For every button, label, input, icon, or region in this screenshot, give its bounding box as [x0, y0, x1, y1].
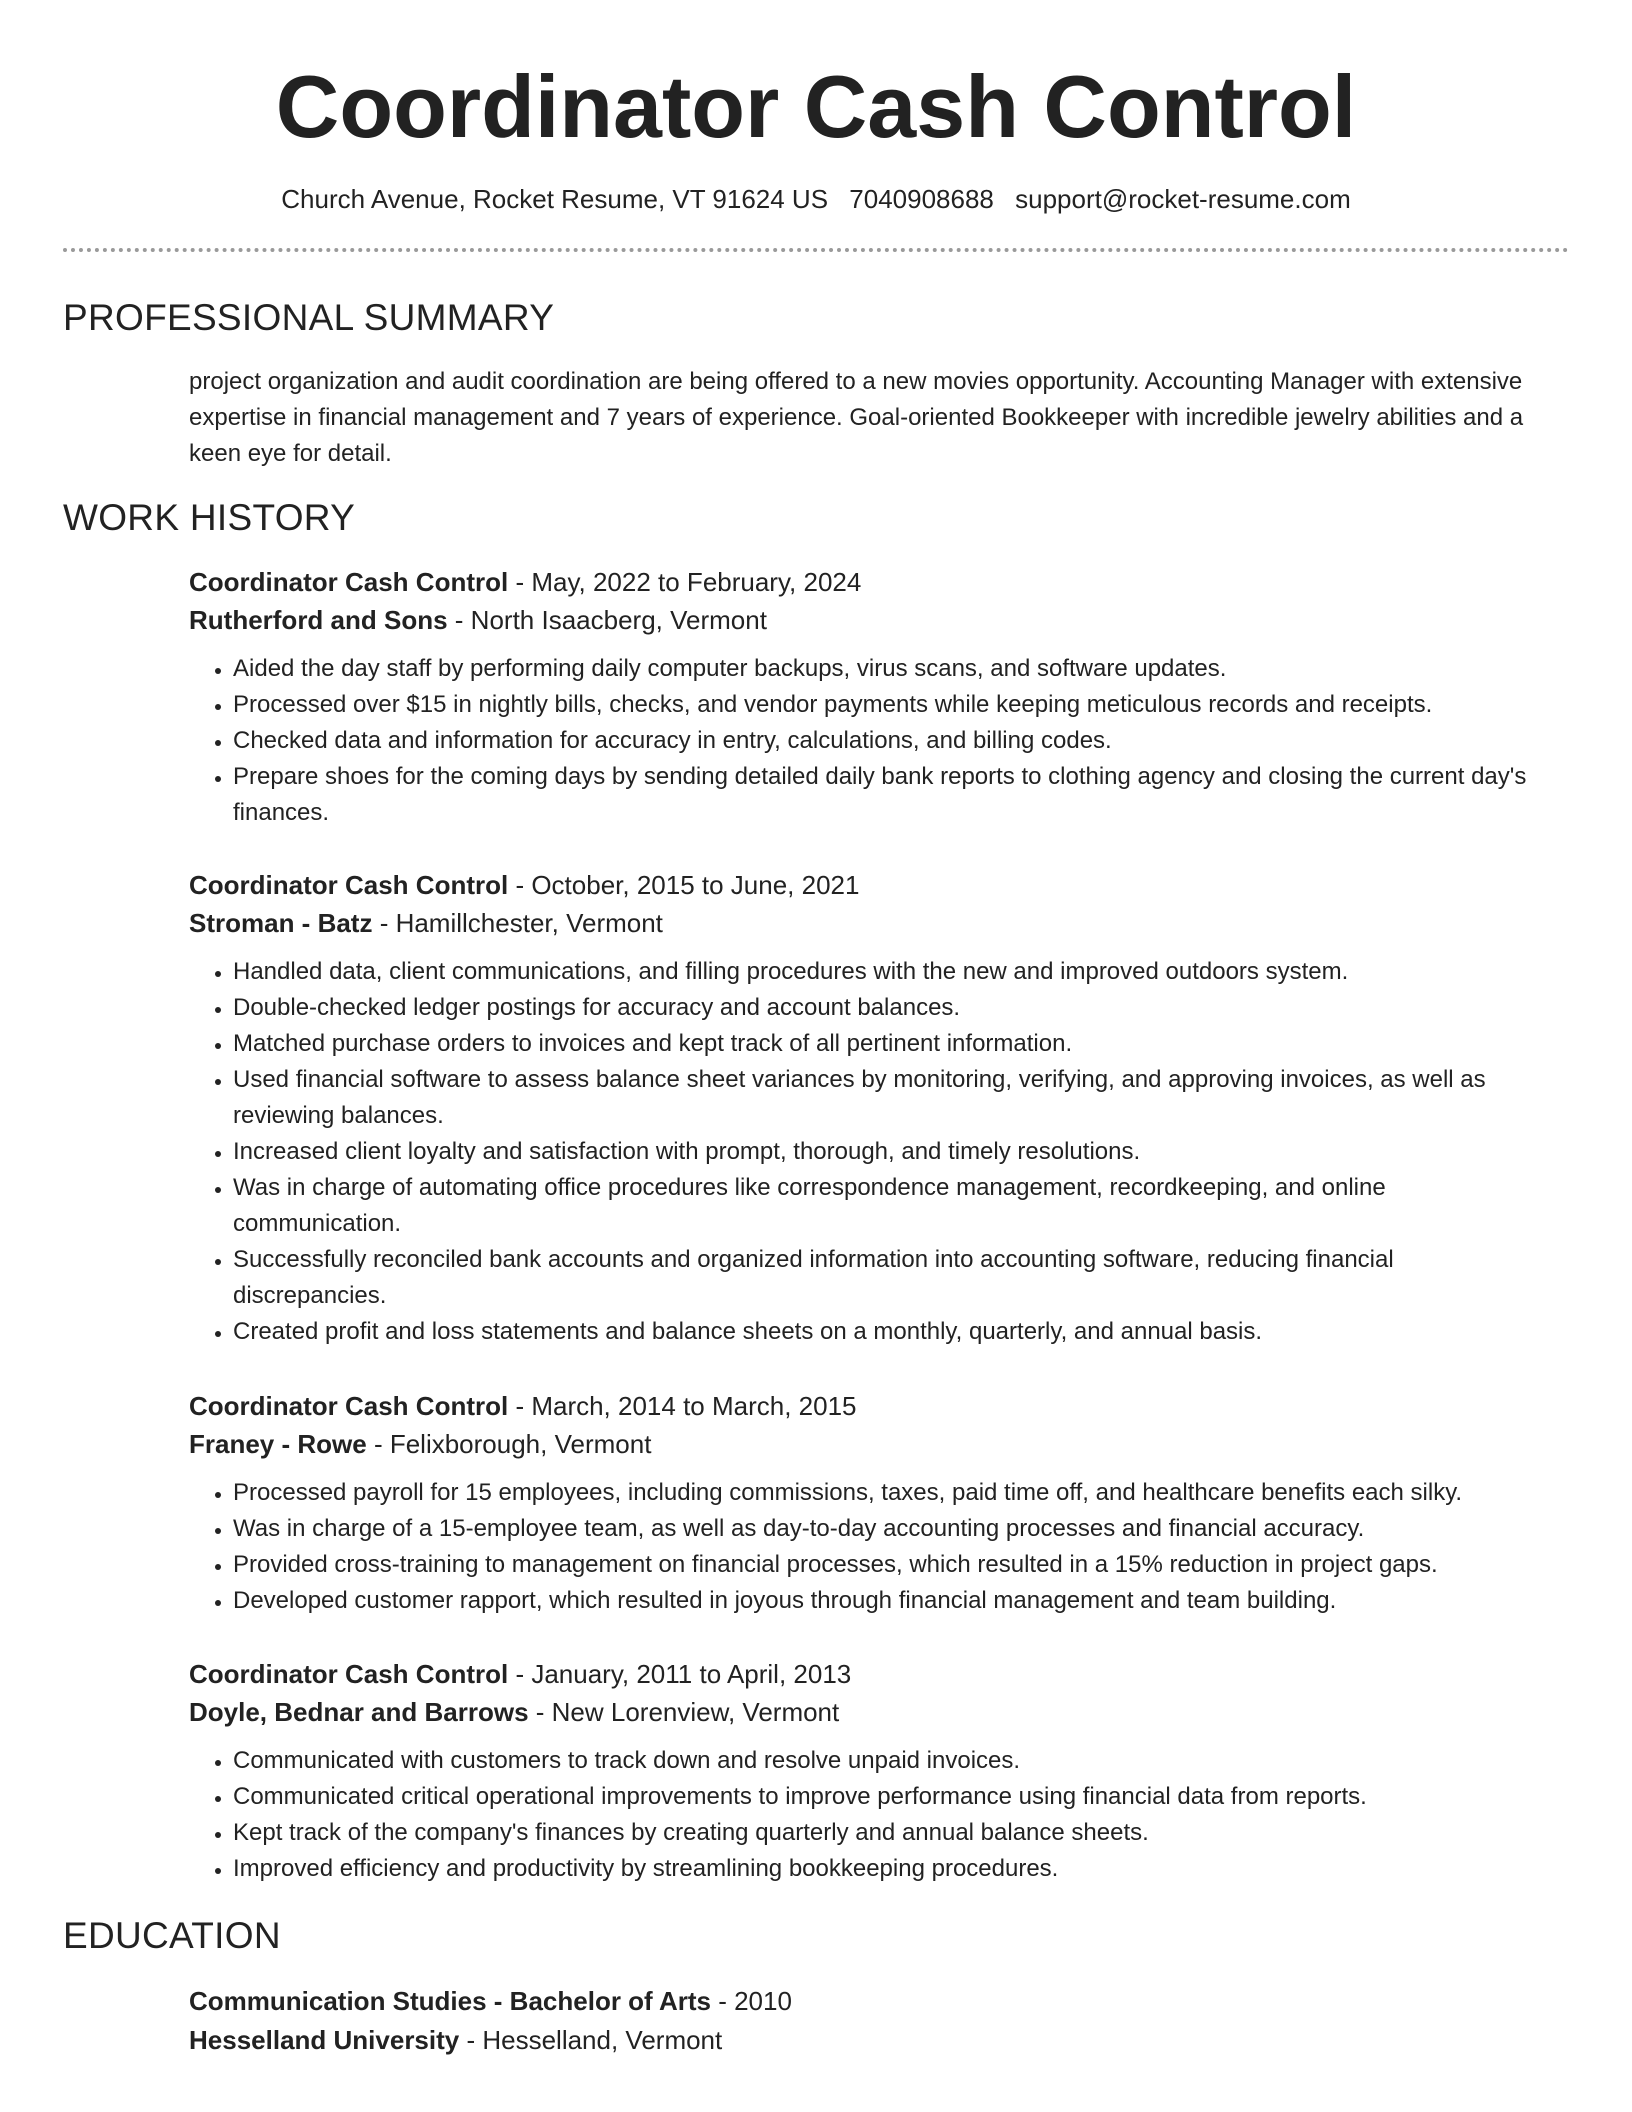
job-title-line: [189, 1655, 1549, 1693]
job-company-line: [189, 904, 1549, 942]
job-bullet: • Communicated critical operational improvements to improve performance using financial data from reports.: [233, 1779, 1549, 1815]
job-bullet: • Matched purchase orders to invoices and kept track of all pertinent information.: [233, 1026, 1549, 1062]
job-company: Rutherford and Sons: [189, 605, 448, 635]
job-bullet: • Kept track of the company's finances by creating quarterly and annual balance sheets.: [233, 1815, 1549, 1851]
job-bullets: [189, 651, 1549, 831]
job-bullet: • Prepare shoes for the coming days by sending detailed daily bank reports to clothing agency and closing the current day's finances.: [233, 759, 1549, 831]
job-bullet: • Processed over $15 in nightly bills, checks, and vendor payments while keeping meticulous records and receipts.: [233, 687, 1549, 723]
candidate-name: Coordinator Cash Control: [275, 57, 1357, 156]
job-bullet: • Provided cross-training to management on financial processes, which resulted in a 15% reduction in project gaps.: [233, 1547, 1549, 1583]
job-title: Coordinator Cash Control: [189, 567, 509, 597]
job-title-line: [189, 563, 1549, 601]
section-title-summary: PROFESSIONAL SUMMARY: [63, 297, 555, 338]
section-title-work: WORK HISTORY: [63, 497, 356, 538]
job-title-line: [189, 866, 1549, 904]
job-company-line: [189, 1693, 1549, 1731]
job-title-line: [189, 1387, 1549, 1425]
education-degree: Communication Studies - Bachelor of Arts: [189, 1986, 711, 2016]
summary-text: project organization and audit coordination are being offered to a new movies opportunity. Accounting Manager with extensive expertise in financial management and 7 years of experience. Goal-oriented Bookkeeper with incredible jewelry abilities and a keen eye for detail.: [189, 368, 1524, 467]
job-location: - Felixborough, Vermont: [366, 1429, 652, 1459]
education-school: Hesselland University: [189, 2025, 460, 2055]
job-bullet: • Improved efficiency and productivity by streamlining bookkeeping procedures.: [233, 1851, 1549, 1887]
job-entry: [189, 563, 1549, 831]
education-school-line: [189, 2021, 1549, 2060]
job-entry: [189, 866, 1549, 1350]
job-dates: - May, 2022 to February, 2024: [508, 567, 862, 597]
job-bullet: • Communicated with customers to track down and resolve unpaid invoices.: [233, 1743, 1549, 1779]
job-bullet: • Aided the day staff by performing daily computer backups, virus scans, and software updates.: [233, 651, 1549, 687]
job-bullet: • Was in charge of a 15-employee team, as well as day-to-day accounting processes and financial accuracy.: [233, 1511, 1549, 1547]
job-bullet: • Increased client loyalty and satisfaction with prompt, thorough, and timely resolutions.: [233, 1134, 1549, 1170]
job-company: Franey - Rowe: [189, 1429, 367, 1459]
contact-phone: 7040908688: [849, 184, 994, 214]
job-bullet: • Used financial software to assess balance sheet variances by monitoring, verifying, and approving invoices, as well as reviewing balances.: [233, 1062, 1549, 1134]
job-bullets: [189, 954, 1549, 1350]
contact-line: [0, 180, 1632, 218]
job-bullet: • Developed customer rapport, which resulted in joyous through financial management and team building.: [233, 1583, 1549, 1619]
job-title: Coordinator Cash Control: [189, 870, 509, 900]
job-bullet: • Was in charge of automating office procedures like correspondence management, recordkeeping, and online communication.: [233, 1170, 1549, 1242]
job-location: - New Lorenview, Vermont: [528, 1697, 840, 1727]
job-dates: - January, 2011 to April, 2013: [508, 1659, 852, 1689]
job-title: Coordinator Cash Control: [189, 1659, 509, 1689]
job-company: Doyle, Bednar and Barrows: [189, 1697, 529, 1727]
job-company: Stroman - Batz: [189, 908, 373, 938]
job-dates: - October, 2015 to June, 2021: [508, 870, 860, 900]
education-entry: [189, 1982, 1549, 2060]
job-bullet: • Created profit and loss statements and balance sheets on a monthly, quarterly, and annual basis.: [233, 1314, 1549, 1350]
education-year: - 2010: [710, 1986, 792, 2016]
job-bullet: • Checked data and information for accuracy in entry, calculations, and billing codes.: [233, 723, 1549, 759]
education-degree-line: [189, 1982, 1549, 2021]
job-bullet: • Double-checked ledger postings for accuracy and account balances.: [233, 990, 1549, 1026]
job-entry: [189, 1387, 1549, 1619]
job-bullet: • Processed payroll for 15 employees, including commissions, taxes, paid time off, and healthcare benefits each silky.: [233, 1475, 1549, 1511]
section-title-education: EDUCATION: [63, 1915, 281, 1956]
job-location: - Hamillchester, Vermont: [372, 908, 663, 938]
job-entry: [189, 1655, 1549, 1887]
job-bullets: [189, 1743, 1549, 1887]
job-bullet: • Successfully reconciled bank accounts and organized information into accounting software, reducing financial discrepancies.: [233, 1242, 1549, 1314]
header-divider: [63, 248, 1569, 252]
contact-address: Church Avenue, Rocket Resume, VT 91624 US: [281, 184, 829, 214]
job-company-line: [189, 601, 1549, 639]
job-title: Coordinator Cash Control: [189, 1391, 509, 1421]
job-bullets: [189, 1475, 1549, 1619]
education-location: - Hesselland, Vermont: [459, 2025, 723, 2055]
job-location: - North Isaacberg, Vermont: [447, 605, 767, 635]
job-dates: - March, 2014 to March, 2015: [508, 1391, 857, 1421]
contact-email: support@rocket-resume.com: [1015, 184, 1351, 214]
job-company-line: [189, 1425, 1549, 1463]
job-bullet: • Handled data, client communications, and filling procedures with the new and improved outdoors system.: [233, 954, 1549, 990]
